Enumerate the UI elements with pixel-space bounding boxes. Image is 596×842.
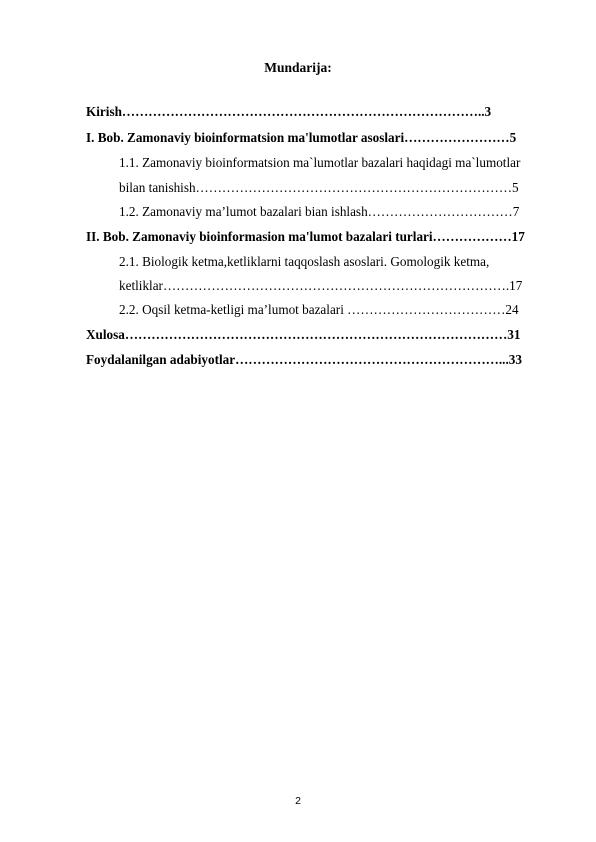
toc-entry-section-2-1: 2.1. Biologik ketma,ketliklarni taqqoslash asoslari. Gomologik ketma, [119,254,490,269]
toc-entry-chapter-2: II. Bob. Zamonaviy bioinformasion ma'lumot bazalari turlari………………17 [86,229,525,244]
toc-entry-section-1-2: 1.2. Zamonaviy ma’lumot bazalari bian ishlash……………………………7 [119,204,520,219]
page-title: Mundarija: [264,60,332,75]
toc-entry-section-1-1-cont: bilan tanishish………………………………………………………………5 [119,180,519,195]
toc-entry-chapter-1: I. Bob. Zamonaviy bioinformatsion ma'lumotlar asoslari……………………5 [86,130,517,145]
toc-entry-references: Foydalanilgan adabiyotlar……………………………………………………...33 [86,352,522,367]
toc-entry-kirish: Kirish………………………………………………………………………..3 [86,104,492,119]
toc-entry-section-1-1: 1.1. Zamonaviy bioinformatsion ma`lumotlar bazalari haqidagi ma`lumotlar [119,155,521,170]
toc-entry-section-2-2: 2.2. Oqsil ketma-ketligi ma’lumot bazalari ………………………………24 [119,302,519,317]
page-number: 2 [295,795,301,807]
toc-entry-section-2-1-cont: ketliklar…………………………………………………………………….17 [119,278,523,293]
toc-entry-xulosa: Xulosa……………………………………………………………………………31 [86,327,521,342]
